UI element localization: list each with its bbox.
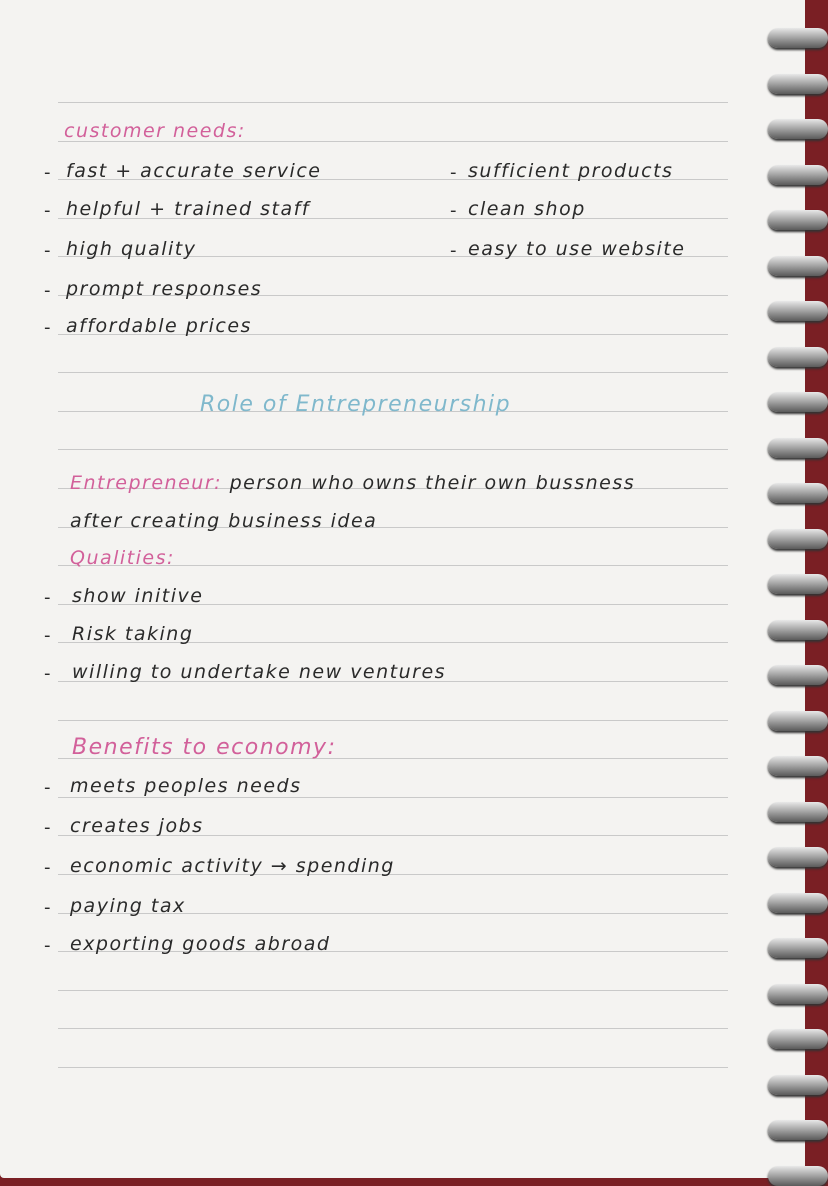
list-item: creates jobs [70,815,204,837]
ruled-line [58,449,728,450]
bullet-dash: - [44,280,51,301]
spiral-ring [768,529,828,549]
list-item: helpful + trained staff [66,198,310,220]
page-title: Role of Entrepreneurship [200,392,512,417]
ruled-line [58,990,728,991]
spiral-ring [768,392,828,412]
spiral-ring [768,893,828,913]
ruled-line [58,1028,728,1029]
spiral-ring [768,847,828,867]
spiral-ring [768,802,828,822]
spiral-ring [768,620,828,640]
definition-line-1 [70,472,635,494]
spiral-ring [768,74,828,94]
spiral-ring [768,574,828,594]
spiral-ring [768,119,828,139]
bullet-dash: - [44,587,51,608]
spiral-ring [768,938,828,958]
bullet-dash: - [44,317,51,338]
list-item: show initive [72,585,204,607]
spiral-ring [768,165,828,185]
list-item: willing to undertake new ventures [72,661,447,683]
bullet-dash: - [44,625,51,646]
bullet-dash: - [44,162,51,183]
list-item: fast + accurate service [66,160,322,182]
spiral-ring [768,711,828,731]
spiral-ring [768,438,828,458]
bullet-dash: - [450,200,457,221]
bullet-dash: - [450,162,457,183]
list-item: meets peoples needs [70,775,302,797]
list-item: economic activity → spending [70,855,395,877]
spiral-ring [768,483,828,503]
spiral-ring [768,1120,828,1140]
ruled-line [58,372,728,373]
spiral-ring [768,1029,828,1049]
bullet-dash: - [44,857,51,878]
list-item: clean shop [468,198,586,220]
ruled-line [58,1067,728,1068]
list-item: Risk taking [72,623,194,645]
bullet-dash: - [44,777,51,798]
spiral-ring [768,756,828,776]
definition-line-2: after creating business idea [70,510,378,532]
spiral-ring [768,210,828,230]
definition-term: Entrepreneur: [70,472,223,494]
spiral-ring [768,347,828,367]
bullet-dash: - [450,240,457,261]
list-item: paying tax [70,895,186,917]
spiral-ring [768,1166,828,1186]
bullet-dash: - [44,935,51,956]
bullet-dash: - [44,897,51,918]
bullet-dash: - [44,817,51,838]
definition-text: person who owns their own bussness [229,472,636,494]
spiral-ring [768,665,828,685]
qualities-heading: Qualities: [70,547,175,569]
list-item: prompt responses [66,278,263,300]
list-item: affordable prices [66,315,252,337]
spiral-ring [768,256,828,276]
ruled-line [58,720,728,721]
spiral-ring [768,28,828,48]
list-item: high quality [66,238,197,260]
spiral-ring [768,984,828,1004]
bullet-dash: - [44,200,51,221]
bullet-dash: - [44,240,51,261]
spiral-ring [768,301,828,321]
spiral-ring [768,1075,828,1095]
list-item: easy to use website [468,238,686,260]
list-item: sufficient products [468,160,674,182]
list-item: exporting goods abroad [70,933,331,955]
bullet-dash: - [44,663,51,684]
customer-needs-heading: customer needs: [64,120,246,142]
ruled-line [58,102,728,103]
benefits-heading: Benefits to economy: [72,735,337,760]
